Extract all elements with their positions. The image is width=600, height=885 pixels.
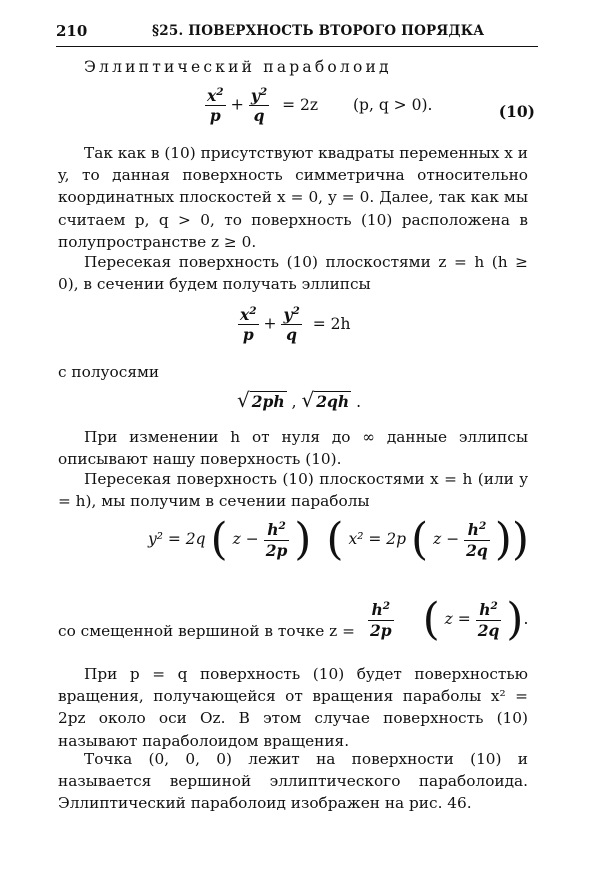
fraction-x2-p: $\frac{x^2}{p}$	[207, 86, 224, 126]
paragraph-1: Так как в (10) присутствуют квадраты переменных x и y, то данная поверхность симметрична относительно координатных плоскостей x = 0, y = 0. Далее, так как мы считаем p, q > 0, то поверхность (10) расположена в полупространстве z ≥ 0.	[58, 144, 528, 251]
paragraph-3: с полуосями	[58, 363, 160, 381]
formula-parabola: y² = 2q ( z − $\frac{h^2}{2p}$ ) ( x² = 2p ( z − $\frac{h^2}{2q}$ ))	[148, 514, 530, 565]
formula-vertex: $\frac{h^2}{2p}$ ( z = $\frac{h^2}{2q}$ ).	[370, 594, 529, 645]
paragraph-8: Точка (0, 0, 0) лежит на поверхности (10) и называется вершиной эллиптического параболоида. Эллиптический параболоид изображен на рис. 46.	[58, 750, 528, 813]
header-rule	[56, 46, 538, 47]
page-header	[56, 22, 536, 42]
formula-semiaxes: √ 2ph , √ 2qh .	[237, 388, 361, 412]
paragraph-7: При p = q поверхность (10) будет поверхностью вращения, получающейся от вращения параболы x² = 2pz около оси Oz. В этом случае поверхность (10) называют параболоидом вращения.	[58, 665, 528, 750]
paragraph-2: Пересекая поверхность (10) плоскостями z = h (h ≥ 0), в сечении будем получать эллипсы	[58, 253, 528, 294]
fraction-y2-q: $\frac{y^2}{q}$	[250, 86, 268, 126]
equation-number: (10)	[498, 102, 535, 121]
formula-ellipse: $\frac{x^2}{p}$ + $\frac{y^2}{q}$ = 2h	[240, 305, 351, 345]
running-title: §25. ПОВЕРХНОСТЬ ВТОРОГО ПОРЯДКА	[152, 23, 485, 39]
section-heading: Эллиптический параболоид	[84, 58, 392, 76]
paragraph-4: При изменении h от нуля до ∞ данные эллипсы описывают нашу поверхность (10).	[58, 428, 528, 469]
paragraph-6: со смещенной вершиной в точке z =	[58, 622, 355, 640]
page-number: 210	[56, 22, 88, 40]
paragraph-5: Пересекая поверхность (10) плоскостями x = h (или y = h), мы получим в сечении параболы	[58, 470, 528, 511]
formula-10: $\frac{x^2}{p}$ + $\frac{y^2}{q}$ = 2z (p, q > 0). (10)	[207, 86, 535, 126]
